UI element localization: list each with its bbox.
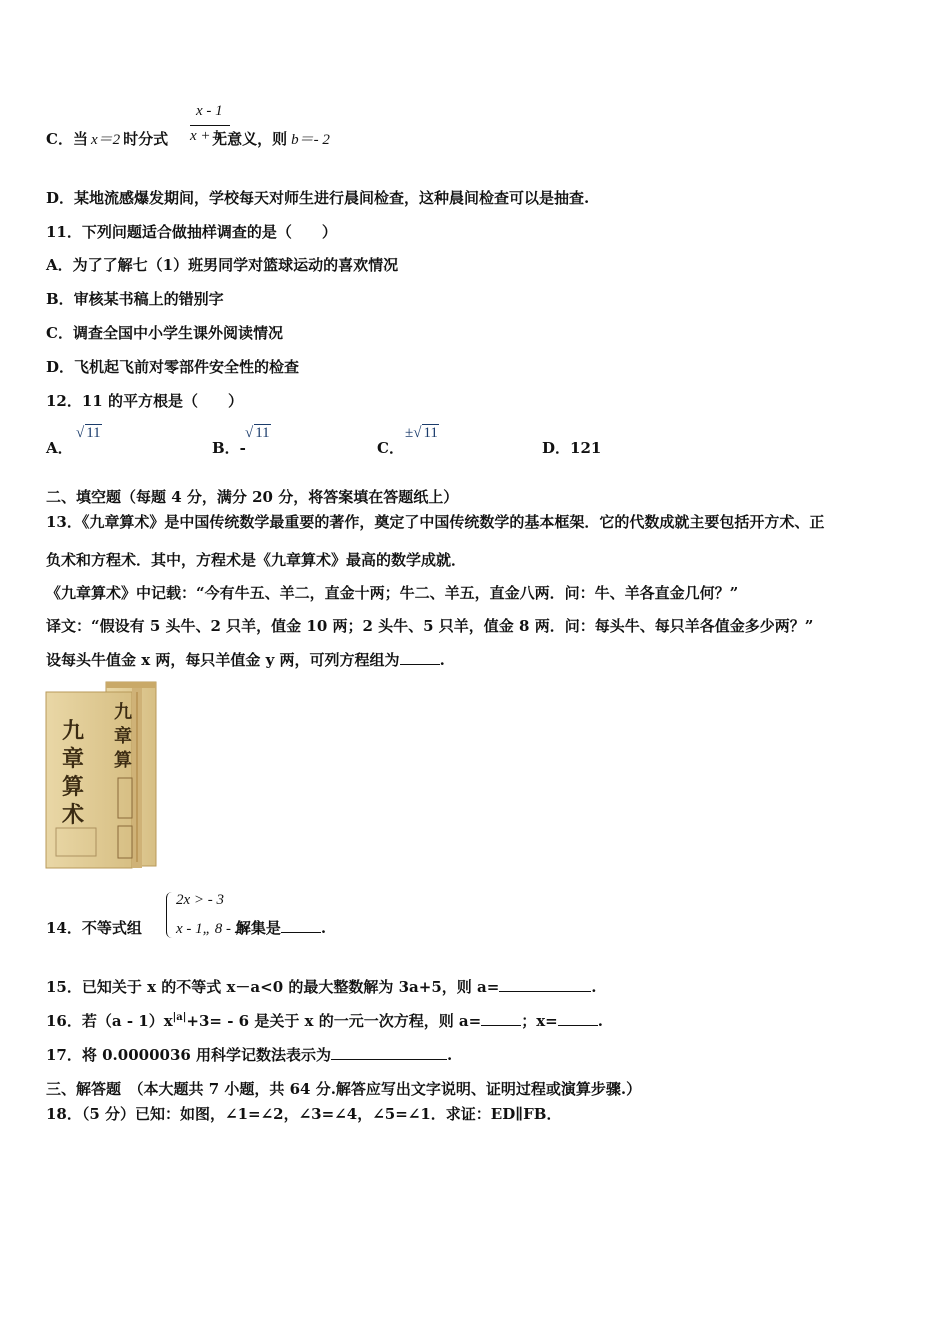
inequality-2: x - 1„ 8 - 2x bbox=[176, 921, 249, 937]
question-11-option-d: D．飞机起飞前对零部件安全性的检查 bbox=[46, 358, 300, 376]
section-3-heading: 三、解答题 （本大题共 7 小题，共 64 分.解答应写出文字说明、证明过程或演算步骤.） bbox=[46, 1080, 642, 1098]
question-13-line-2: 负术和方程术．其中，方程术是《九章算术》最高的数学成就． bbox=[46, 551, 467, 569]
question-13-line-1: 13．《九章算术》是中国传统数学最重要的著作，奠定了中国传统数学的基本框架．它的代数成就主要包括开方术、正 bbox=[46, 513, 825, 531]
question-11-stem: 11．下列问题适合做抽样调查的是（ ） bbox=[46, 223, 337, 241]
sqrt-11-b: √ 11 bbox=[245, 425, 270, 441]
answer-blank-x[interactable] bbox=[558, 1011, 598, 1026]
question-18: 18．（5 分）已知：如图，∠1=∠2，∠3=∠4，∠5=∠1．求证：ED∥FB． bbox=[46, 1105, 562, 1123]
answer-blank-a[interactable] bbox=[481, 1011, 521, 1026]
condition-expression: x＝2 bbox=[90, 132, 121, 148]
svg-text:术: 术 bbox=[62, 802, 85, 828]
sqrt-11-c: ±√ 11 bbox=[405, 425, 438, 441]
answer-blank[interactable] bbox=[400, 650, 440, 665]
question-10-option-c: C．当 x＝2 时分式 无意义，则 b＝- 2 bbox=[46, 130, 330, 148]
svg-text:九: 九 bbox=[62, 718, 85, 744]
svg-text:章: 章 bbox=[62, 746, 85, 772]
question-15: 15．已知关于 x 的不等式 x－a<0 的最大整数解为 3a+5，则 a= . bbox=[46, 978, 597, 996]
answer-blank[interactable] bbox=[281, 918, 321, 933]
question-13-line-4: 译文：“假设有 5 头牛、2 只羊，值金 10 两；2 头牛、5 只羊，值金 8 两．问：每头牛、每只羊各值金多少两？” bbox=[46, 617, 814, 635]
svg-text:九: 九 bbox=[114, 702, 132, 723]
svg-text:算: 算 bbox=[62, 774, 85, 800]
inequality-1: 2x > - 3 bbox=[176, 892, 225, 908]
question-12-option-b: B．- bbox=[212, 439, 246, 457]
fraction-expression: x - 1 x + b bbox=[190, 103, 230, 151]
svg-text:章: 章 bbox=[114, 726, 132, 747]
question-14: 14．不等式组 解集是 . bbox=[46, 919, 327, 937]
book-illustration bbox=[44, 678, 159, 874]
section-2-heading: 二、填空题（每题 4 分，满分 20 分，将答案填在答题纸上） bbox=[46, 488, 459, 506]
question-13-line-5: 设每头牛值金 x 两，每只羊值金 y 两，可列方程组为 . bbox=[46, 651, 445, 669]
question-10-option-d: D．某地流感爆发期间，学校每天对师生进行晨间检查，这种晨间检查可以是抽查. bbox=[46, 189, 590, 207]
question-12-option-c: C． bbox=[377, 439, 404, 457]
question-13-line-3: 《九章算术》中记载：“今有牛五、羊二，直金十两；牛二、羊五，直金八两．问：牛、羊各直金几何？” bbox=[46, 584, 739, 602]
question-12-option-d: D．121 bbox=[542, 439, 602, 457]
question-12-stem: 12．11 的平方根是（ ） bbox=[46, 392, 243, 410]
question-17: 17．将 0.0000036 用科学记数法表示为 . bbox=[46, 1046, 453, 1064]
question-11-option-b: B．审核某书稿上的错别字 bbox=[46, 290, 224, 308]
inequality-system bbox=[166, 892, 266, 942]
result-expression: b＝- 2 bbox=[291, 132, 330, 148]
question-12-option-a: A． bbox=[46, 439, 73, 457]
svg-text:算: 算 bbox=[114, 750, 132, 771]
question-11-option-a: A．为了了解七（1）班男同学对篮球运动的喜欢情况 bbox=[46, 256, 399, 274]
question-16: 16．若$(a - 1)x^{|a|}+3= - 6$ 是关于 x 的一元一次方程，则 a= ；x= . bbox=[46, 1012, 603, 1030]
answer-blank[interactable] bbox=[331, 1045, 447, 1060]
answer-blank[interactable] bbox=[499, 977, 591, 992]
question-11-option-c: C．调查全国中小学生课外阅读情况 bbox=[46, 324, 283, 342]
sqrt-11-a: √ 11 bbox=[76, 425, 101, 441]
